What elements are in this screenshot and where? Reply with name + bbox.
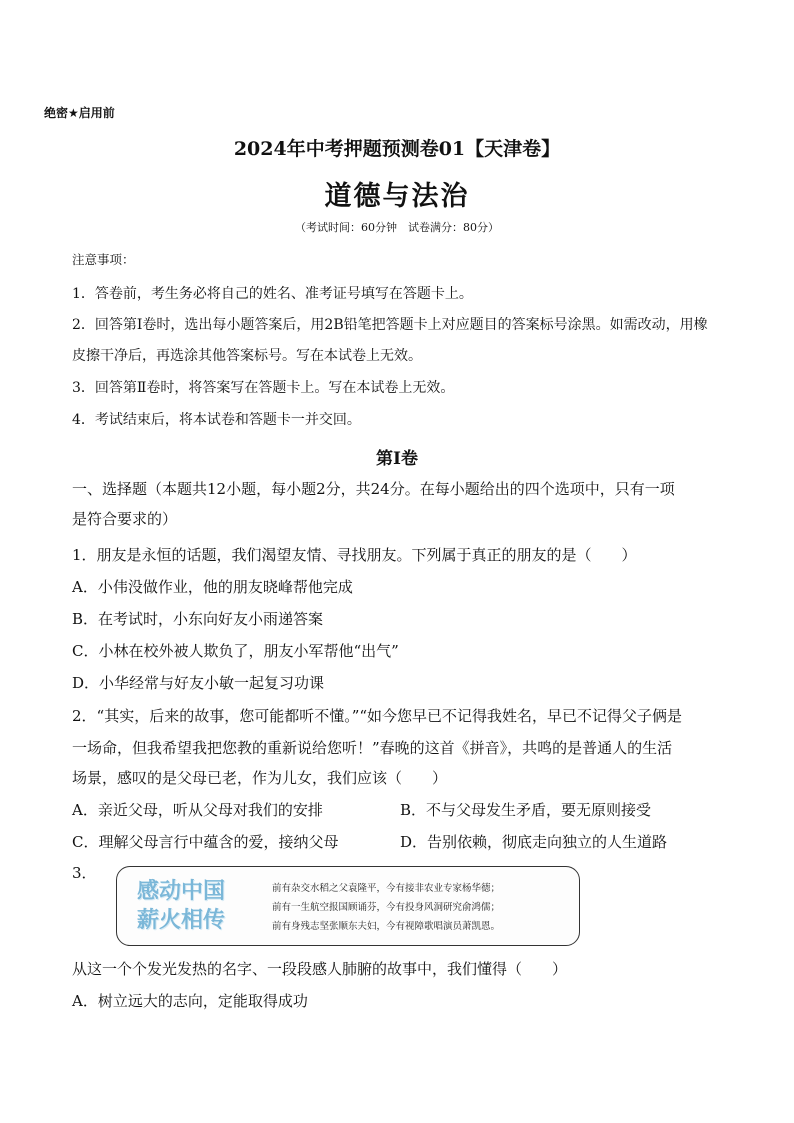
note-item: 1．答卷前，考生务必将自己的姓名、准考证号填写在答题卡上。 — [72, 286, 473, 302]
note-item: 4．考试结束后，将本试卷和答题卡一并交回。 — [72, 412, 361, 428]
question-2-option-c: C．理解父母言行中蕴含的爱，接纳父母 — [72, 833, 339, 851]
section-title: 第Ⅰ卷 — [376, 449, 418, 469]
question-2-stem: 一场命，但我希望我把您教的重新说给您听！”春晚的这首《拼音》，共鸣的是普通人的生活 — [72, 739, 673, 757]
subject-title: 道德与法治 — [324, 181, 470, 212]
question-2-stem: 场景，感叹的是父母已老，作为儿女，我们应该（ ） — [72, 769, 448, 787]
question-1-stem: 1．朋友是永恒的话题，我们渴望友情、寻找朋友。下列属于真正的朋友的是（ ） — [72, 546, 637, 564]
question-2-option-b: B．不与父母发生矛盾，要无原则接受 — [400, 801, 652, 819]
part-intro: 是符合要求的） — [72, 510, 178, 528]
note-item: 2．回答第Ⅰ卷时，选出每小题答案后，用2B铅笔把答题卡上对应题目的答案标号涂黑。如需改动，用橡 — [72, 317, 708, 333]
question-3-stem: 从这一个个发光发热的名字、一段段感人肺腑的故事中，我们懂得（ ） — [72, 960, 568, 978]
question-1-option-d: D．小华经常与好友小敏一起复习功课 — [72, 674, 325, 692]
question-2-option-a: A．亲近父母，听从父母对我们的安排 — [72, 801, 323, 819]
question-1-option-a: A．小伟没做作业，他的朋友晓峰帮他完成 — [72, 578, 353, 596]
card-title: 感动中国 薪火相传 — [137, 879, 226, 933]
confidential-mark: 绝密★启用前 — [44, 106, 115, 120]
card-text: 前有杂交水稻之父袁隆平，今有接非农业专家杨华德； 前有一生航空报国顾诵芬，今有投身风洞研究俞鸿儒； 前有身残志坚张顺东夫妇，今有视障歌唱演员萧凯恩。 — [272, 883, 501, 932]
question-1-option-c: C．小林在校外被人欺负了，朋友小军帮他“出气” — [72, 642, 399, 660]
question-2-stem: 2．“其实，后来的故事，您可能都听不懂。”“如今您早已不记得我姓名，早已不记得父子俩是 — [72, 707, 683, 725]
question-3-image-card — [116, 866, 580, 946]
question-1-option-b: B．在考试时，小东向好友小雨递答案 — [72, 610, 324, 628]
note-item: 3．回答第Ⅱ卷时，将答案写在答题卡上。写在本试卷上无效。 — [72, 380, 455, 396]
question-3-option-a: A．树立远大的志向，定能取得成功 — [72, 992, 308, 1010]
exam-title: 2024年中考押题预测卷01【天津卷】 — [233, 138, 561, 160]
question-3-number: 3． — [72, 864, 97, 882]
question-2-option-d: D．告别依赖，彻底走向独立的人生道路 — [400, 833, 668, 851]
exam-time-info: （考试时间：60分钟 试卷满分：80分） — [295, 221, 499, 234]
note-item: 皮擦干净后，再选涂其他答案标号。写在本试卷上无效。 — [72, 348, 422, 364]
notes-heading: 注意事项： — [72, 252, 135, 267]
part-intro: 一、选择题（本题共12小题，每小题2分，共24分。在每小题给出的四个选项中，只有一项 — [72, 480, 675, 498]
